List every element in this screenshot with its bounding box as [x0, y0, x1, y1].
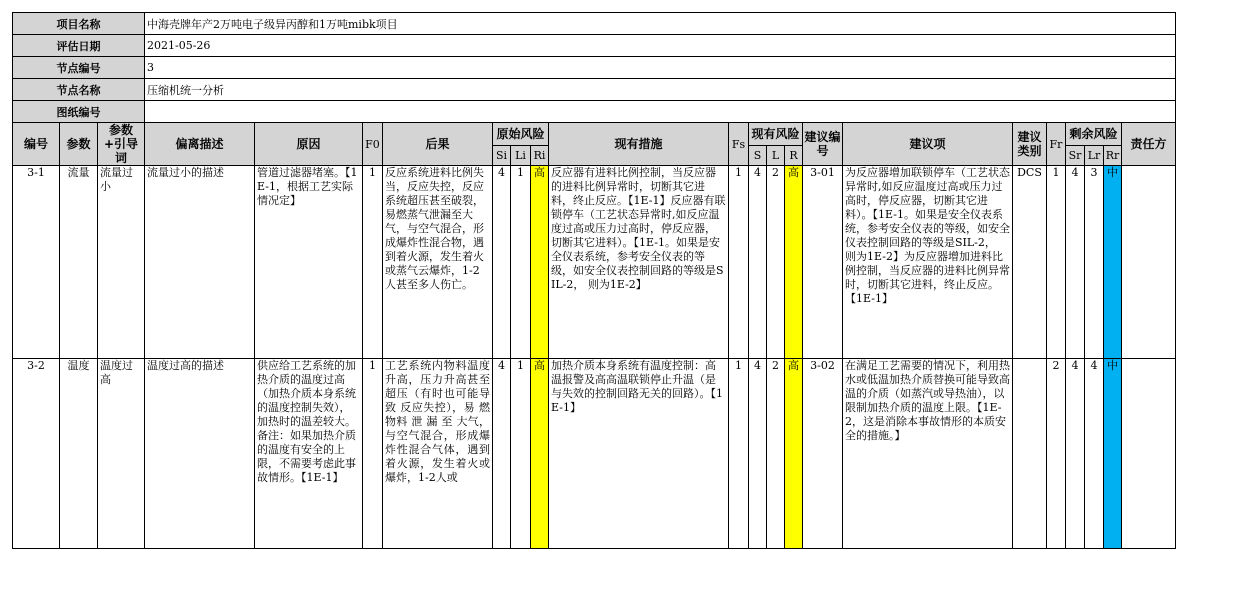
header-r: R [785, 145, 803, 165]
row-recommendation: 在满足工艺需要的情况下，利用热水或低温加热介质替换可能导致高温的介质（如蒸汽或导热油），以限制加热介质的温度上限。【1E-2，这是消除本事故情形的本质安全的措施。】 [843, 359, 1013, 549]
drawing-no-value [145, 101, 1176, 123]
row-si: 4 [493, 166, 511, 359]
row-recommendation: 为反应器增加联锁停车（工艺状态异常时,如反应温度过高或压力过高时，停反应器，切断其它进料）。【1E-1。如果是安全仪表系统，参考安全仪表的等级，如安全仪表控制回路的等级是SIL-2， 则为1E-2】为反应器增加进料比例控制，当反应器的进料比例异常时，切断其它进料，终止反应。【1E-1】 [843, 166, 1013, 359]
header-rec-no: 建议编号 [803, 123, 843, 166]
header-sr: Sr [1066, 145, 1085, 165]
header-original-risk: 原始风险 [493, 123, 549, 146]
row-param: 流量 [60, 166, 98, 359]
header-fs: Fs [729, 123, 749, 166]
header-param: 参数 [60, 123, 98, 166]
node-name-value: 压缩机统一分析 [145, 79, 1176, 101]
row-rr: 中 [1104, 359, 1122, 549]
node-no-value: 3 [145, 57, 1176, 79]
row-measures: 反应器有进料比例控制，当反应器的进料比例异常时，切断其它进料，终止反应。【1E-1】反应器有联锁停车（工艺状态异常时,如反应温度过高或压力过高时，停反应器，切断其它进料）。【1E-1。如果是安全仪表系统，参考安全仪表的等级，如安全仪表控制回路的等级是SIL-2， 则为1E-2】 [549, 166, 729, 359]
header-measures: 现有措施 [549, 123, 729, 166]
row-measures: 加热介质本身系统有温度控制：高温报警及高高温联锁停止升温（是与失效的控制回路无关的回路）。【1E-1】 [549, 359, 729, 549]
header-fr: Fr [1047, 123, 1066, 166]
row-guide: 流量过小 [98, 166, 145, 359]
row-li: 1 [511, 359, 531, 549]
header-no: 编号 [13, 123, 60, 166]
project-name-value: 中海壳牌年产2万吨电子级异丙醇和1万吨mibk项目 [145, 13, 1176, 35]
row-s: 4 [749, 359, 767, 549]
row-rec-no: 3-02 [803, 359, 843, 549]
row-rec-no: 3-01 [803, 166, 843, 359]
table-row [13, 359, 1176, 549]
row-consequence: 工艺系统内物料温度升高，压力升高甚至超压（有时也可能导致 反应失控），易 燃物料 泄 漏 至 大气，与空气混合，形成爆炸性混合气体，遇到着火源，发生着火或爆炸，1-2人或 [383, 359, 493, 549]
row-sr: 4 [1066, 166, 1085, 359]
header-ri: Ri [531, 145, 549, 165]
row-cause: 管道过滤器堵塞。【1E-1，根据工艺实际情况定】 [255, 166, 363, 359]
row-lr: 4 [1085, 359, 1104, 549]
drawing-no-label: 图纸编号 [13, 101, 145, 123]
row-r: 高 [785, 166, 803, 359]
hazop-worksheet [12, 12, 1176, 549]
row-deviation: 流量过小的描述 [145, 166, 255, 359]
row-ri: 高 [531, 359, 549, 549]
row-rr: 中 [1104, 166, 1122, 359]
meta-row-date [13, 35, 1176, 57]
row-consequence: 反应系统进料比例失当，反应失控，反应系统超压甚至破裂，易燃蒸气泄漏至大气，与空气混合，形成爆炸性混合物，遇到着火源，发生着火或蒸气云爆炸，1-2人甚至多人伤亡。 [383, 166, 493, 359]
row-lr: 3 [1085, 166, 1104, 359]
row-ri: 高 [531, 166, 549, 359]
row-rec-type [1013, 359, 1047, 549]
header-owner: 责任方 [1122, 123, 1176, 166]
row-f0: 1 [363, 166, 383, 359]
header-rec-type: 建议类别 [1013, 123, 1047, 166]
header-cause: 原因 [255, 123, 363, 166]
header-f0: F0 [363, 123, 383, 166]
node-no-label: 节点编号 [13, 57, 145, 79]
row-no: 3-2 [13, 359, 60, 549]
header-param-guide: 参数+引导词 [98, 123, 145, 166]
row-fr: 1 [1047, 166, 1066, 359]
row-si: 4 [493, 359, 511, 549]
node-name-label: 节点名称 [13, 79, 145, 101]
header-l: L [767, 145, 785, 165]
header-rr: Rr [1104, 145, 1122, 165]
row-fs: 1 [729, 166, 749, 359]
table-row [13, 166, 1176, 359]
row-fs: 1 [729, 359, 749, 549]
row-guide: 温度过高 [98, 359, 145, 549]
row-param: 温度 [60, 359, 98, 549]
date-value: 2021-05-26 [145, 35, 1176, 57]
row-s: 4 [749, 166, 767, 359]
row-f0: 1 [363, 359, 383, 549]
row-r: 高 [785, 359, 803, 549]
header-si: Si [493, 145, 511, 165]
row-no: 3-1 [13, 166, 60, 359]
row-rec-type: DCS [1013, 166, 1047, 359]
header-row-1 [13, 123, 1176, 146]
meta-row-drawing-no [13, 101, 1176, 123]
header-recommendation: 建议项 [843, 123, 1013, 166]
header-deviation: 偏离描述 [145, 123, 255, 166]
meta-row-project [13, 13, 1176, 35]
header-residual-risk: 剩余风险 [1066, 123, 1122, 146]
row-owner [1122, 359, 1176, 549]
row-li: 1 [511, 166, 531, 359]
meta-row-node-name [13, 79, 1176, 101]
header-consequence: 后果 [383, 123, 493, 166]
meta-row-node-no [13, 57, 1176, 79]
row-deviation: 温度过高的描述 [145, 359, 255, 549]
project-name-label: 项目名称 [13, 13, 145, 35]
header-current-risk: 现有风险 [749, 123, 803, 146]
row-sr: 4 [1066, 359, 1085, 549]
header-s: S [749, 145, 767, 165]
row-l: 2 [767, 359, 785, 549]
header-lr: Lr [1085, 145, 1104, 165]
header-li: Li [511, 145, 531, 165]
date-label: 评估日期 [13, 35, 145, 57]
row-cause: 供应给工艺系统的加热介质的温度过高（加热介质本身系统的温度控制失效），加热时的温差较大。备注：如果加热介质的温度有安全的上限，不需要考虑此事故情形。【1E-1】 [255, 359, 363, 549]
row-owner [1122, 166, 1176, 359]
row-fr: 2 [1047, 359, 1066, 549]
row-l: 2 [767, 166, 785, 359]
